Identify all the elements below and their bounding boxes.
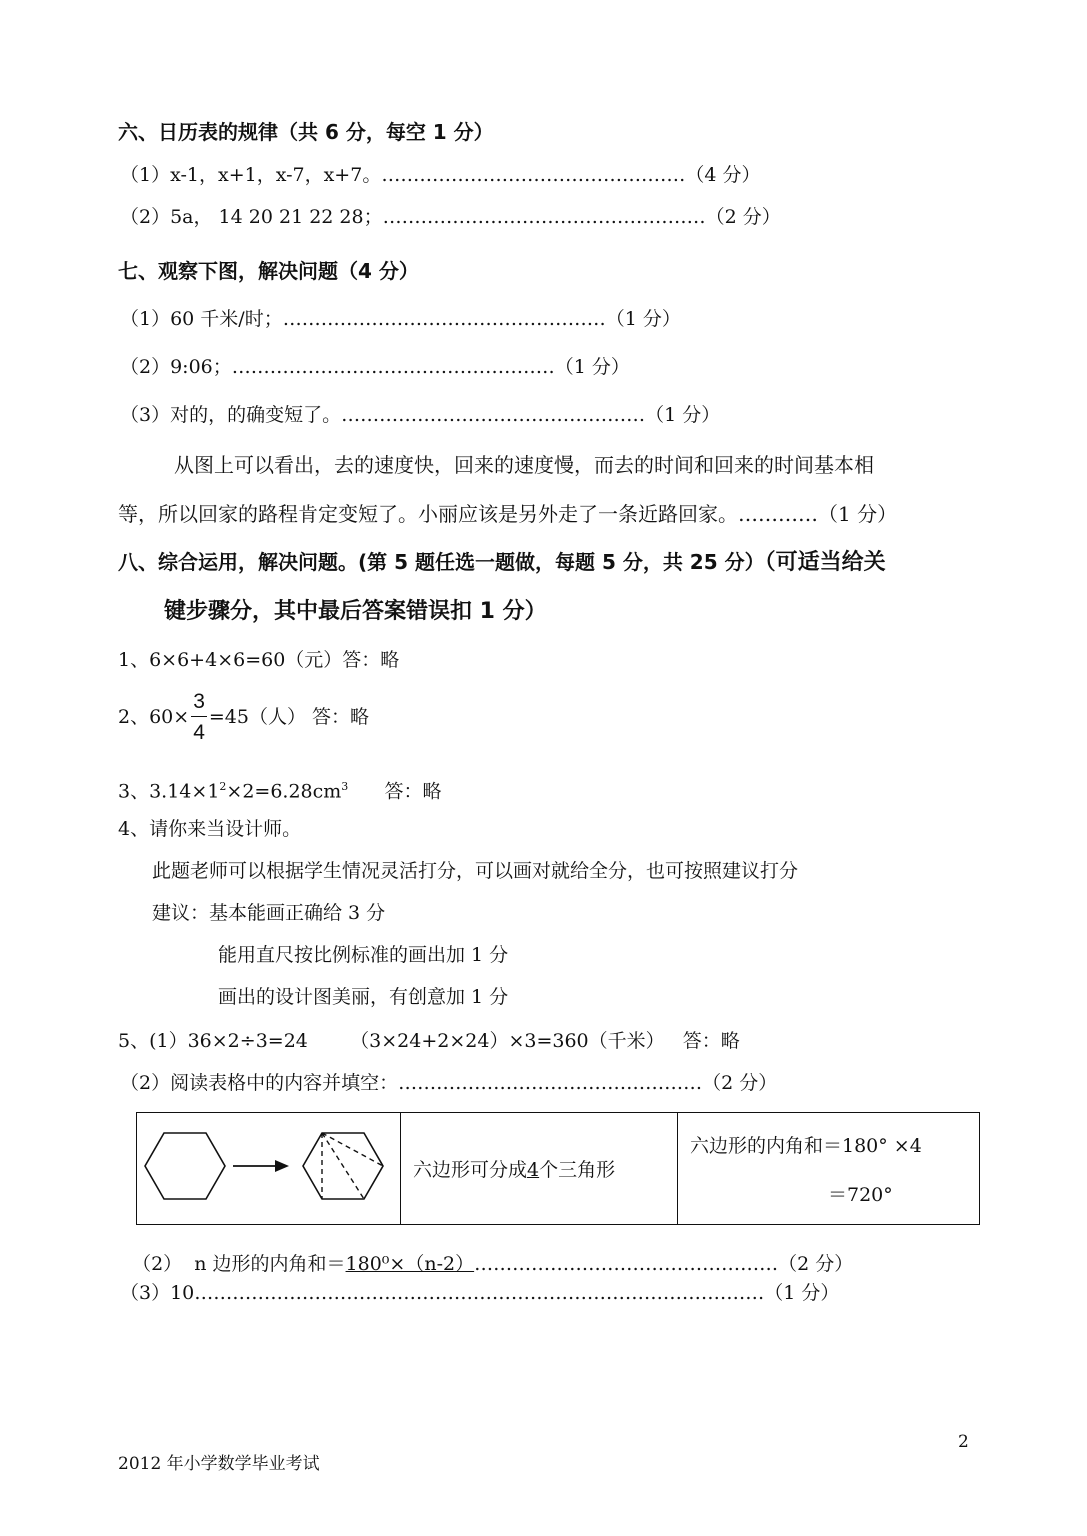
- q3: [118, 781, 442, 801]
- s8-heading-bold: （可适当给关: [764, 550, 886, 575]
- q4-line-1: 此题老师可以根据学生情况灵活打分，可以画对就给全分，也可按照建议打分: [152, 860, 799, 882]
- s7-paragraph-1: 从图上可以看出，去的速度快，回来的速度慢，而去的时间和回来的时间基本相: [174, 453, 874, 477]
- q3-exp-2: 3: [341, 780, 349, 793]
- q5-part-1: 5、(1）36×2÷3=24 （3×24+2×24）×3=360（千米） 答：略: [118, 1030, 740, 1052]
- q2-suffix: =45（人） 答：略: [208, 706, 370, 729]
- page-number: 2: [958, 1432, 969, 1452]
- s8-heading-normal: 八、综合运用，解决问题。(第 5 题任选一题做，每题 5 分，共 25 分）: [118, 550, 765, 574]
- q2: [118, 690, 369, 745]
- q1: 1、6×6+4×6=60（元）答：略: [118, 649, 400, 671]
- q4-line-2: 建议：基本能画正确给 3 分: [152, 902, 386, 924]
- q2-numerator: 3: [191, 690, 207, 717]
- angle-sum-line-1: 六边形的内角和＝180° ×4: [690, 1135, 922, 1157]
- s6-line-1: （1）x-1，x+1，x-7，x+7。…………………………………………（4 分）: [120, 164, 761, 186]
- hexagon-diagram: [137, 1113, 400, 1219]
- q4-line-3: 能用直尺按比例标准的画出加 1 分: [218, 944, 509, 966]
- triangles-cell: [401, 1113, 678, 1225]
- q5-part-2: （2）阅读表格中的内容并填空：…………………………………………（2 分）: [120, 1072, 778, 1094]
- q3-exp-1: 2: [219, 780, 227, 793]
- hexagon-figure-cell: [137, 1113, 401, 1225]
- s6-line-2: （2）5a， 14 20 21 22 28；……………………………………………（2 分）: [120, 206, 781, 228]
- angle-sum-cell: [678, 1113, 980, 1225]
- q5-3-text-b: …………………………………………（2 分）: [474, 1253, 854, 1275]
- triangles-count: 4: [527, 1159, 540, 1181]
- section-7-heading: 七、观察下图，解决问题（4 分）: [118, 259, 419, 283]
- q2-fraction: [191, 690, 207, 745]
- q3-part-a: 3、3.14×1: [118, 780, 220, 803]
- q2-prefix: 2、60×: [118, 706, 190, 729]
- q3-part-c: 答：略: [348, 780, 442, 803]
- q5-3-formula: 180⁰×（n-2）: [345, 1253, 475, 1275]
- q3-part-b: ×2=6.28cm: [226, 780, 342, 803]
- triangles-text-b: 个三角形: [539, 1159, 616, 1181]
- footer-title: 2012 年小学数学毕业考试: [118, 1454, 320, 1474]
- q5-part-4: （3）10………………………………………………………………………………（1 分）: [120, 1282, 840, 1304]
- section-8-heading: [118, 552, 886, 574]
- q5-3-text-a: （2） n 边形的内角和＝: [132, 1253, 346, 1275]
- s7-line-2: （2）9:06；……………………………………………（1 分）: [120, 356, 630, 378]
- s7-line-1: （1）60 千米/时；……………………………………………（1 分）: [120, 308, 681, 330]
- angle-sum-line-2: ＝720°: [828, 1184, 893, 1206]
- triangles-text-a: 六边形可分成: [413, 1159, 528, 1181]
- q2-denominator: 4: [193, 721, 205, 745]
- s8-heading-line-2: 键步骤分，其中最后答案错误扣 1 分）: [164, 599, 547, 624]
- s7-paragraph-2: 等，所以回家的路程肯定变短了。小丽应该是另外走了一条近路回家。…………（1 分）: [118, 502, 898, 526]
- section-6-heading: 六、日历表的规律（共 6 分，每空 1 分）: [118, 120, 494, 144]
- q4-line-4: 画出的设计图美丽，有创意加 1 分: [218, 986, 509, 1008]
- s7-line-3: （3）对的，的确变短了。…………………………………………（1 分）: [120, 404, 721, 426]
- hexagon-table: [136, 1112, 980, 1225]
- q5-part-3: [120, 1236, 853, 1274]
- arrow-head: [275, 1160, 289, 1172]
- hexagon-shape: [145, 1133, 225, 1199]
- q4: 4、请你来当设计师。: [118, 818, 302, 840]
- hexagon-diagonals: [322, 1133, 383, 1199]
